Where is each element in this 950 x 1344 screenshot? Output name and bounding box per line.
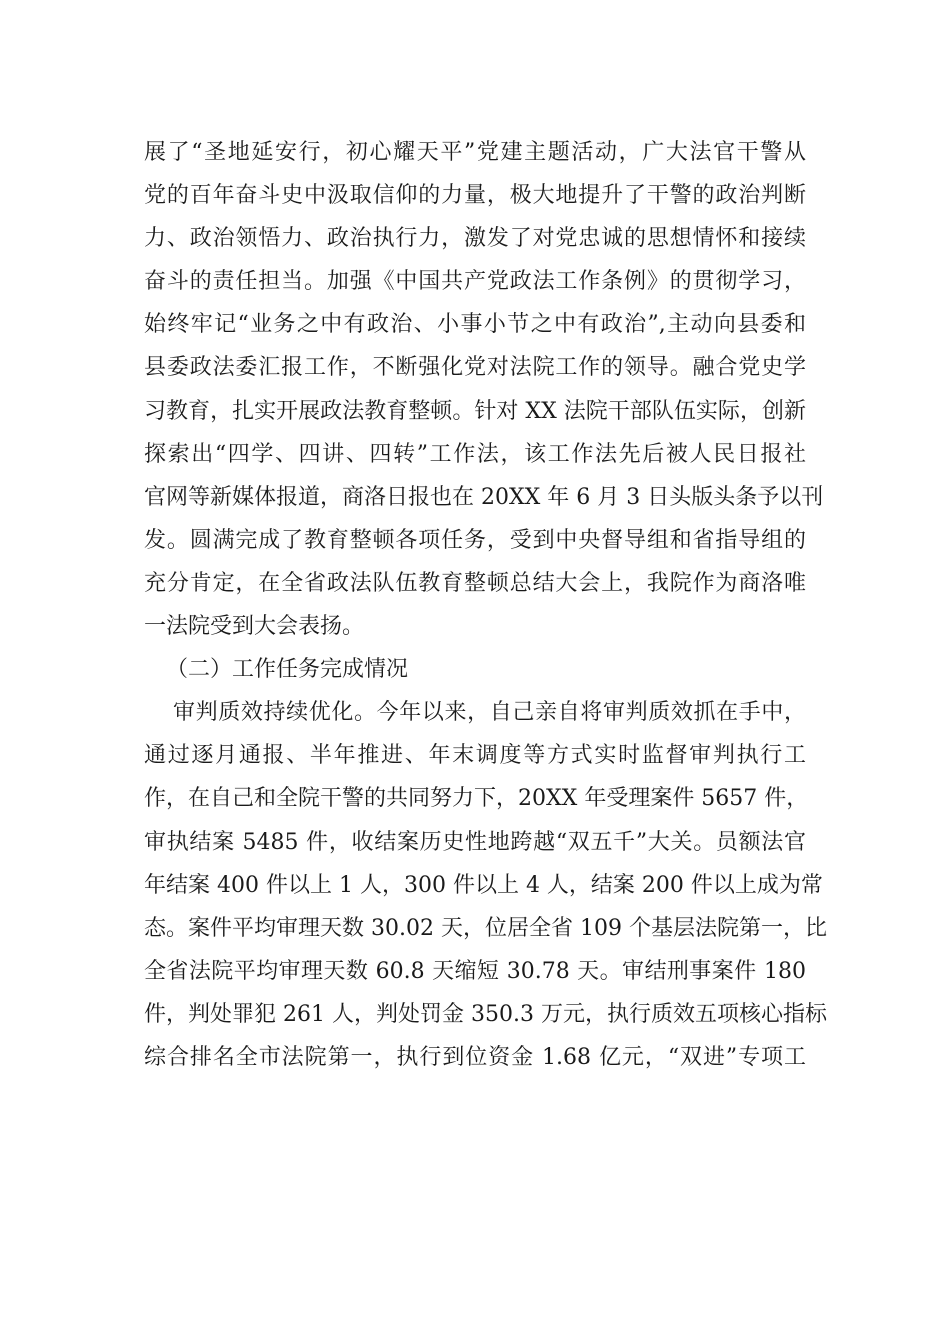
text-line: 作，在自己和全院干警的共同努力下，20XX 年受理案件 5657 件，	[144, 786, 809, 812]
text-line: 奋斗的责任担当。加强《中国共产党政法工作条例》的贯彻学习，	[144, 269, 806, 295]
text-line: 审执结案 5485 件，收结案历史性地跨越“双五千”大关。员额法官	[144, 829, 806, 855]
text-line: 审判质效持续优化。今年以来，自己亲自将审判质效抓在手中，	[173, 700, 806, 726]
text-line: 态。案件平均审理天数 30.02 天，位居全省 109 个基层法院第一，比	[144, 915, 827, 941]
text-line: 官网等新媒体报道，商洛日报也在 20XX 年 6 月 3 日头版头条予以刊	[144, 484, 824, 510]
text-line: 始终牢记“业务之中有政治、小事小节之中有政治”,主动向县委和	[144, 312, 806, 338]
text-line: 县委政法委汇报工作，不断强化党对法院工作的领导。融合党史学	[144, 355, 806, 381]
text-line: 年结案 400 件以上 1 人，300 件以上 4 人，结案 200 件以上成为常	[144, 872, 823, 898]
text-line: 探索出“四学、四讲、四转”工作法，该工作法先后被人民日报社	[144, 441, 806, 467]
text-line: 综合排名全市法院第一，执行到位资金 1.68 亿元，“双进”专项工	[144, 1044, 806, 1070]
text-line: 一法院受到大会表扬。	[144, 614, 365, 640]
text-line: 习教育，扎实开展政法教育整顿。针对 XX 法院干部队伍实际，创新	[144, 398, 806, 424]
text-line: 全省法院平均审理天数 60.8 天缩短 30.78 天。审结刑事案件 180	[144, 958, 806, 984]
text-line: 展了“圣地延安行，初心耀天平”党建主题活动，广大法官干警从	[144, 140, 806, 165]
text-line: 通过逐月通报、半年推进、年末调度等方式实时监督审判执行工	[144, 743, 806, 769]
text-line: 党的百年奋斗史中汲取信仰的力量，极大地提升了干警的政治判断	[144, 183, 806, 209]
document-body	[144, 131, 827, 1079]
text-line: 力、政治领悟力、政治执行力，激发了对党忠诚的思想情怀和接续	[144, 226, 806, 252]
text-line: 充分肯定，在全省政法队伍教育整顿总结大会上，我院作为商洛唯	[144, 570, 806, 596]
section-heading: （二）工作任务完成情况	[166, 657, 409, 683]
text-line: 发。圆满完成了教育整顿各项任务，受到中央督导组和省指导组的	[144, 527, 806, 553]
text-line: 件，判处罪犯 261 人，判处罚金 350.3 万元，执行质效五项核心指标	[144, 1001, 827, 1027]
